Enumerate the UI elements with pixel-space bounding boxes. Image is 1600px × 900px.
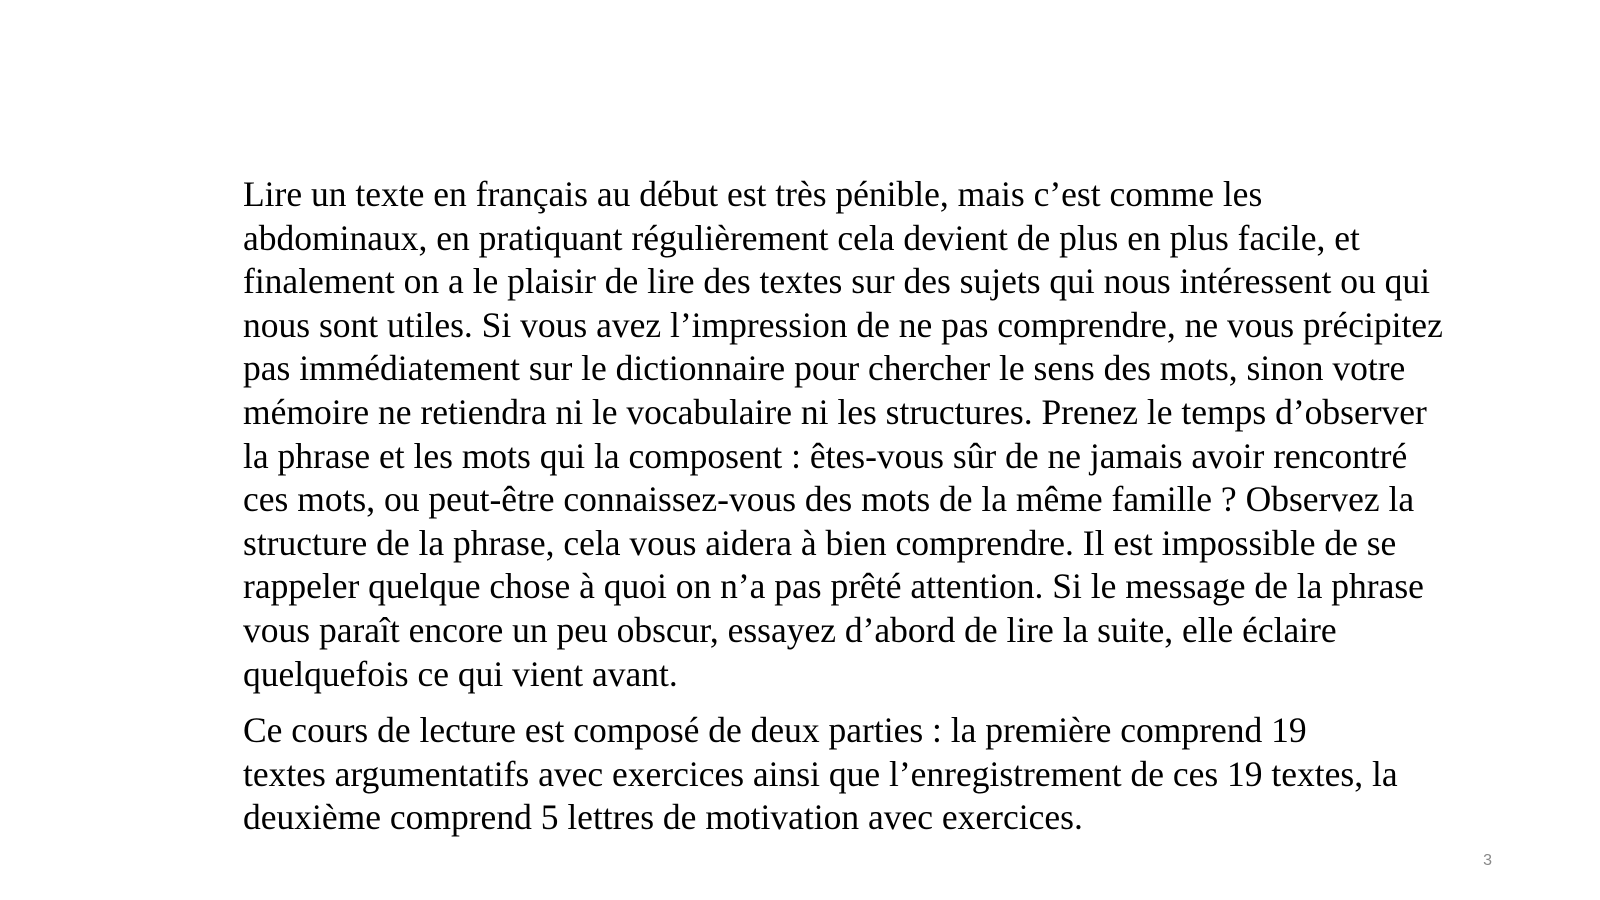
text-line: vous paraît encore un peu obscur, essayez d’abord de lire la suite, elle éclaire xyxy=(243,609,1337,650)
text-line: finalement on a le plaisir de lire des textes sur des sujets qui nous intéressent ou qui xyxy=(243,261,1431,302)
text-line: abdominaux, en pratiquant régulièrement cela devient de plus en plus facile, et xyxy=(243,217,1360,258)
body-text xyxy=(123,173,1498,840)
text-line: rappeler quelque chose à quoi on n’a pas prêté attention. Si le message de la phrase xyxy=(243,566,1424,607)
text-line: Lire un texte en français au début est très pénible, mais c’est comme les xyxy=(243,174,1263,214)
paragraph-1 xyxy=(123,173,1498,696)
text-line: la phrase et les mots qui la composent : êtes-vous sûr de ne jamais avoir rencontré xyxy=(243,435,1408,476)
text-line: structure de la phrase, cela vous aidera à bien comprendre. Il est impossible de se xyxy=(243,522,1397,563)
page-number: 3 xyxy=(1483,852,1492,869)
text-line: ces mots, ou peut-être connaissez-vous des mots de la même famille ? Observez la xyxy=(243,479,1415,520)
text-line: Ce cours de lecture est composé de deux parties : la première comprend 19 xyxy=(243,710,1307,751)
text-line: mémoire ne retiendra ni le vocabulaire ni les structures. Prenez le temps d’observer xyxy=(243,391,1427,432)
paragraph-2 xyxy=(123,709,1498,840)
text-line: deuxième comprend 5 lettres de motivation avec exercices. xyxy=(243,797,1083,838)
text-line: pas immédiatement sur le dictionnaire pour chercher le sens des mots, sinon votre xyxy=(243,348,1406,389)
text-line: textes argumentatifs avec exercices ainsi que l’enregistrement de ces 19 textes, la xyxy=(243,753,1398,794)
text-line: quelquefois ce qui vient avant. xyxy=(243,653,678,694)
text-line: nous sont utiles. Si vous avez l’impression de ne pas comprendre, ne vous précipitez xyxy=(243,304,1443,345)
